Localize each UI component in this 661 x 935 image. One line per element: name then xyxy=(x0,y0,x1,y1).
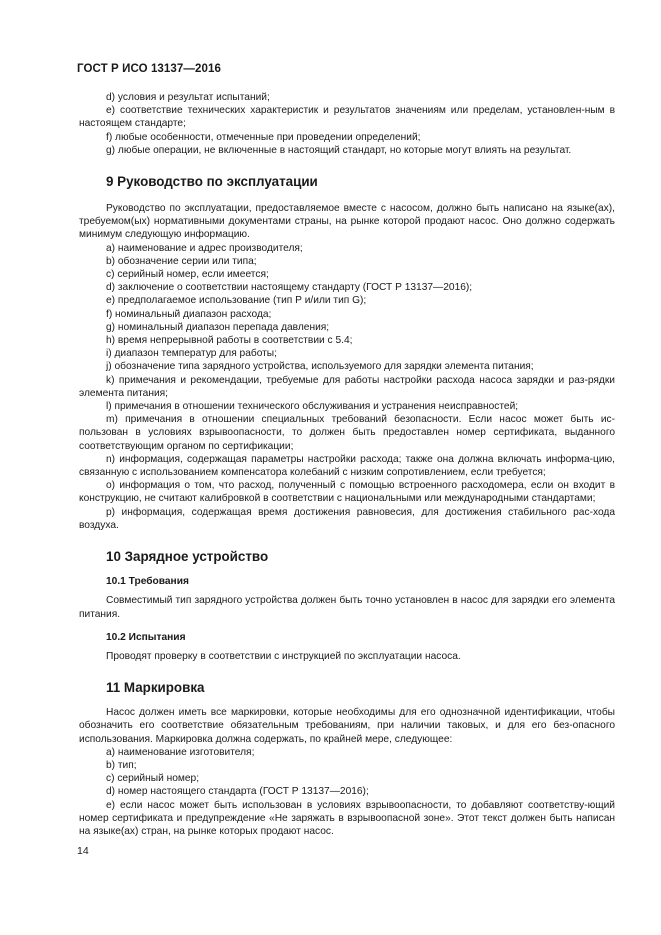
subsection-heading-10-2: 10.2 Испытания xyxy=(106,631,186,643)
list-item: p) информация, содержащая время достижения равновесия, для достижения стабильного рас-хода воздуха. xyxy=(79,506,615,531)
list-item: b) обозначение серии или типа; xyxy=(106,255,257,267)
list-item: g) любые операции, не включенные в настоящий стандарт, но которые могут влиять на результат. xyxy=(106,144,572,156)
list-item: k) примечания и рекомендации, требуемые для работы настройки расхода насоса зарядки и раз-рядки элемента питания; xyxy=(79,374,615,399)
list-item: l) примечания в отношении технического обслуживания и устранения неисправностей; xyxy=(106,401,519,413)
paragraph: Руководство по эксплуатации, предоставляемое вместе с насосом, должно быть написано на языке(ах), требуемом(ых) нормативными документами страны, на рынке которой продают насос. Оно должно содержать минимум следующую информацию. xyxy=(79,203,615,241)
list-item: j) обозначение типа зарядного устройства, используемого для зарядки элемента питания; xyxy=(106,361,534,373)
list-item: a) наименование изготовителя; xyxy=(106,746,255,758)
list-item: o) информация о том, что расход, полученный с помощью встроенного расходомера, если он входит в конструкцию, не считают калибровкой в соответствии с национальными или международными стандартами; xyxy=(79,480,615,505)
list-item: i) диапазон температур для работы; xyxy=(106,348,277,360)
list-item: c) серийный номер; xyxy=(106,773,200,785)
list-item: h) время непрерывной работы в соответствии с 5.4; xyxy=(106,335,353,347)
page-content xyxy=(79,91,615,838)
list-item: f) любые особенности, отмеченные при проведении определений; xyxy=(106,131,421,143)
section-heading-9: 9 Руководство по эксплуатации xyxy=(106,174,318,190)
list-item: a) наименование и адрес производителя; xyxy=(106,242,303,254)
subsection-heading-10-1: 10.1 Требования xyxy=(106,576,189,588)
list-item: e) предполагаемое использование (тип Р и/или тип G); xyxy=(106,295,367,307)
list-item: n) информация, содержащая параметры настройки расхода; также она должна включать информа-цию, связанную с использованием компенсатора колебаний с низким сопротивлением, если требуется; xyxy=(79,453,615,479)
paragraph: Насос должен иметь все маркировки, которые необходимы для его однозначной идентификации, чтобы обозначить его соответствие обязательным требованиям, при наличии таковых, и для его без-опасного использования. Маркировка должна содержать, по крайней мере, следующее: xyxy=(79,707,615,745)
list-item: g) номинальный диапазон перепада давления; xyxy=(106,321,330,333)
paragraph: Проводят проверку в соответствии с инструкцией по эксплуатации насоса. xyxy=(106,650,461,662)
section-heading-11: 11 Маркировка xyxy=(106,680,205,696)
list-item: b) тип; xyxy=(106,759,137,771)
list-item: e) соответствие технических характеристик и результатов значениям или пределам, установлен-ным в настоящем стандарте; xyxy=(79,105,615,130)
paragraph: Совместимый тип зарядного устройства должен быть точно установлен в насос для зарядки его элемента питания. xyxy=(79,595,615,620)
list-item: d) номер настоящего стандарта (ГОСТ Р 13137—2016); xyxy=(106,786,369,798)
list-item: d) заключение о соответствии настоящему стандарту (ГОСТ Р 13137—2016); xyxy=(106,282,473,294)
list-item: m) примечания в отношении специальных требований безопасности. Если насос может быть ис-пользован в условиях взрывоопасности, то должен быть предоставлен номер сертификата, выданного соответствующим органом по сертификации; xyxy=(79,414,615,452)
list-item: c) серийный номер, если имеется; xyxy=(106,269,269,281)
list-item: e) если насос может быть использован в условиях взрывоопасности, то добавляют соответству-ющий номер сертификата и предупреждение «Не заряжать в взрывоопасной зоне». Этот текст должен быть написан на языке(ах) стран, на рынке которых продают насос. xyxy=(79,799,615,837)
section-heading-10: 10 Зарядное устройство xyxy=(106,549,269,565)
page-number: 14 xyxy=(77,845,89,857)
document-header: ГОСТ Р ИСО 13137—2016 xyxy=(77,63,222,75)
list-item: d) условия и результат испытаний; xyxy=(106,92,270,103)
list-item: f) номинальный диапазон расхода; xyxy=(106,308,272,320)
